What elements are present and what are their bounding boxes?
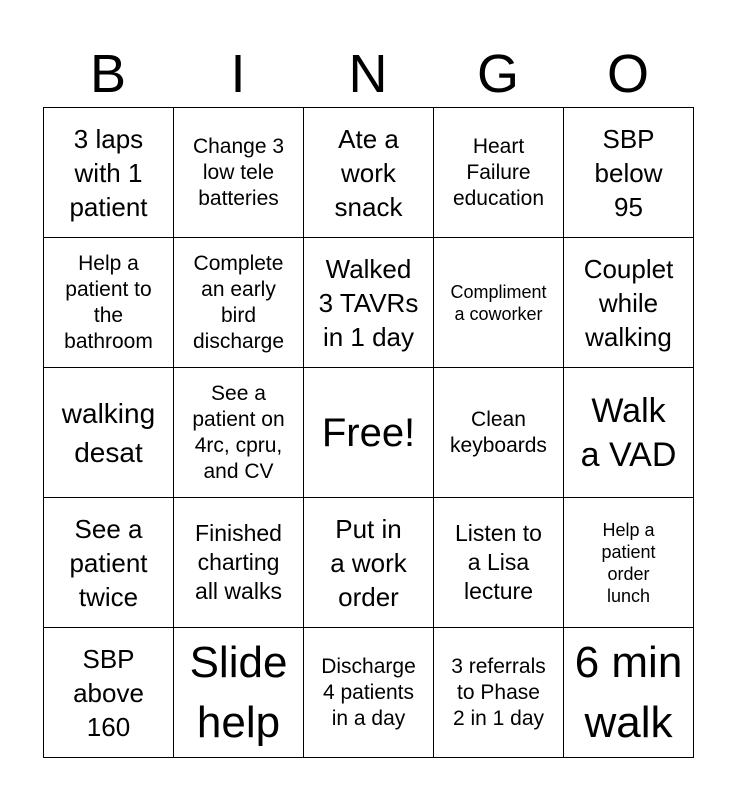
bingo-cell-r5c3[interactable] [304,628,434,758]
cell-text: Finished charting all walks [195,520,282,604]
bingo-cell-r1c3[interactable] [304,108,434,238]
bingo-cell-r5c1[interactable] [44,628,174,758]
bingo-header [43,40,693,108]
cell-text: Complete an early bird discharge [192,251,285,353]
cell-text: Change 3 low tele batteries [192,134,285,210]
cell-text: Discharge 4 patients in a day [321,654,416,730]
cell-text: Slide help [189,637,288,747]
bingo-grid [43,107,694,758]
bingo-cell-r5c2[interactable] [174,628,304,758]
cell-text: Listen to a Lisa lecture [455,520,542,604]
bingo-cell-r4c1[interactable] [44,498,174,628]
cell-text: Ate a work snack [334,123,403,222]
bingo-cell-r2c2[interactable] [174,238,304,368]
bingo-cell-r4c5[interactable] [564,498,694,628]
bingo-cell-r3c1[interactable] [44,368,174,498]
bingo-cell-r3c4[interactable] [434,368,564,498]
cell-text: SBP above 160 [73,643,144,742]
cell-text: 3 laps with 1 patient [69,123,148,222]
bingo-cell-r4c2[interactable] [174,498,304,628]
bingo-cell-r3c3[interactable] [304,368,434,498]
bingo-cell-r1c5[interactable] [564,108,694,238]
cell-text: Walked 3 TAVRs in 1 day [318,253,419,352]
bingo-cell-r5c5[interactable] [564,628,694,758]
cell-text: 6 min walk [574,637,683,747]
bingo-cell-r3c5[interactable] [564,368,694,498]
header-letter-g: G [476,44,519,104]
bingo-cell-r5c4[interactable] [434,628,564,758]
cell-text: Put in a work order [330,513,407,612]
bingo-cell-r1c4[interactable] [434,108,564,238]
bingo-cell-r2c5[interactable] [564,238,694,368]
cell-text: Free! [321,410,416,455]
header-letter-i: I [230,44,246,104]
header-letter-b: B [89,44,127,104]
bingo-cell-r4c3[interactable] [304,498,434,628]
cell-text: Help a patient to the bathroom [64,251,153,353]
header-letter-n: N [348,44,388,104]
header-letter-o: O [606,44,649,104]
cell-text: See a patient on 4rc, cpru, and CV [192,381,285,483]
cell-text: Clean keyboards [450,407,547,457]
bingo-cell-r2c3[interactable] [304,238,434,368]
cell-text: SBP below 95 [594,123,663,222]
cell-text: walking desat [61,397,156,468]
bingo-cell-r1c1[interactable] [44,108,174,238]
cell-text: Help a patient order lunch [601,519,656,606]
cell-text: Compliment a coworker [450,281,547,324]
bingo-cell-r1c2[interactable] [174,108,304,238]
cell-text: Walk a VAD [580,391,677,474]
cell-text: 3 referrals to Phase 2 in 1 day [451,654,546,730]
bingo-cell-r4c4[interactable] [434,498,564,628]
bingo-cell-r2c1[interactable] [44,238,174,368]
bingo-cell-r3c2[interactable] [174,368,304,498]
cell-text: See a patient twice [69,513,148,612]
bingo-cell-r2c4[interactable] [434,238,564,368]
cell-text: Heart Failure education [452,134,545,210]
cell-text: Couplet while walking [583,253,674,352]
